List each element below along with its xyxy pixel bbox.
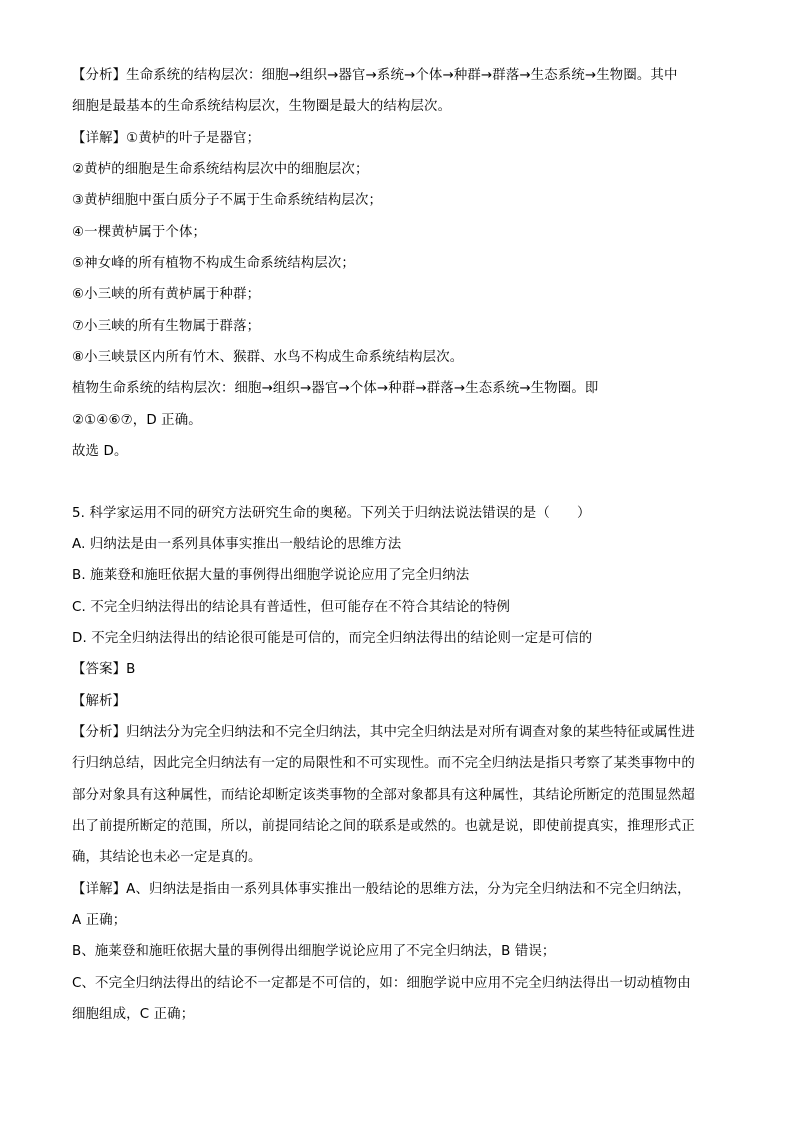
q5-detail-line-2: A 正确； — [72, 913, 127, 928]
q5-analysis-text-1: 归纳法分为完全归纳法和不完全归纳法，其中完全归纳法是对所有调查对象的某些特征或属性进 — [126, 725, 695, 740]
analysis-tag: 【分析】 — [72, 68, 127, 83]
analysis-text-1: 生命系统的结构层次：细胞→组织→器官→系统→个体→种群→群落→生态系统→生物圈。其中 — [126, 68, 678, 83]
detail-item-5: ⑤神女峰的所有植物不构成生命系统结构层次； — [72, 256, 355, 271]
q5-detail-line-1 — [72, 880, 691, 900]
option-d: D. 不完全归纳法得出的结论很可能是可信的，而完全归纳法得出的结论则一定是可信的 — [72, 631, 593, 646]
q5-detail-line-4: C、不完全归纳法得出的结论不一定都是不可信的，如：细胞学说中应用不完全归纳法得出一切动植物由 — [72, 976, 691, 991]
detail-item-2: ②黄栌的细胞是生命系统结构层次中的细胞层次； — [72, 162, 369, 177]
detail-item-8: ⑧小三峡景区内所有竹木、猴群、水鸟不构成生命系统结构层次。 — [72, 350, 464, 365]
detail-item-7: ⑦小三峡的所有生物属于群落； — [72, 319, 261, 334]
analysis-line-2: 细胞是最基本的生命系统结构层次，生物圈是最大的结构层次。 — [72, 99, 452, 114]
detail-item-1: ①黄栌的叶子是器官； — [126, 131, 261, 146]
q5-analysis-tag: 【分析】 — [72, 725, 127, 740]
detail-conclusion: ②①④⑥⑦，D 正确。 — [72, 413, 202, 428]
detail-choice: 故选 D。 — [72, 444, 128, 459]
question-5-stem: 5. 科学家运用不同的研究方法研究生命的奥秘。下列关于归纳法说法错误的是（ ） — [72, 506, 591, 521]
option-c: C. 不完全归纳法得出的结论具有普适性，但可能存在不符合其结论的特例 — [72, 600, 511, 615]
q5-analysis-line-4: 出了前提所断定的范围，所以，前提同结论之间的联系是或然的。也就是说，即使前提真实，推理形式正 — [72, 819, 695, 834]
detail-summary: 植物生命系统的结构层次：细胞→组织→器官→个体→种群→群落→生态系统→生物圈。即 — [72, 381, 599, 396]
answer-tag: 【答案】 — [72, 662, 127, 677]
detail-line-1 — [72, 129, 260, 149]
option-b: B. 施莱登和施旺依据大量的事例得出细胞学说论应用了完全归纳法 — [72, 568, 470, 583]
detail-item-4: ④一棵黄栌属于个体； — [72, 225, 207, 240]
q5-detail-tag: 【详解】 — [72, 882, 127, 897]
q5-analysis-line-2: 行归纳总结，因此完全归纳法有一定的局限性和不可实现性。而不完全归纳法是指只考察了某类事物中的 — [72, 756, 695, 771]
detail-tag: 【详解】 — [72, 131, 127, 146]
explain-tag: 【解析】 — [72, 694, 127, 709]
detail-item-6: ⑥小三峡的所有黄栌属于种群； — [72, 287, 261, 302]
analysis-line-1 — [72, 66, 678, 86]
detail-item-3: ③黄栌细胞中蛋白质分子不属于生命系统结构层次； — [72, 193, 383, 208]
q5-analysis-line-3: 部分对象具有这种属性，而结论却断定该类事物的全部对象都具有这种属性，其结论所断定的范围显然超 — [72, 788, 695, 803]
q5-analysis-line-5: 确，其结论也未必一定是真的。 — [72, 850, 262, 865]
option-a: A. 归纳法是由一系列具体事实推出一般结论的思维方法 — [72, 537, 402, 552]
q5-detail-line-5: 细胞组成，C 正确； — [72, 1007, 195, 1022]
q5-analysis-line-1 — [72, 723, 695, 743]
answer-line — [72, 660, 136, 680]
answer-value: B — [126, 662, 136, 677]
q5-detail-line-3: B、施莱登和施旺依据大量的事例得出细胞学说论应用了不完全归纳法，B 错误； — [72, 944, 556, 959]
q5-detail-text-1: A、归纳法是指由一系列具体事实推出一般结论的思维方法，分为完全归纳法和不完全归纳法， — [126, 882, 691, 897]
